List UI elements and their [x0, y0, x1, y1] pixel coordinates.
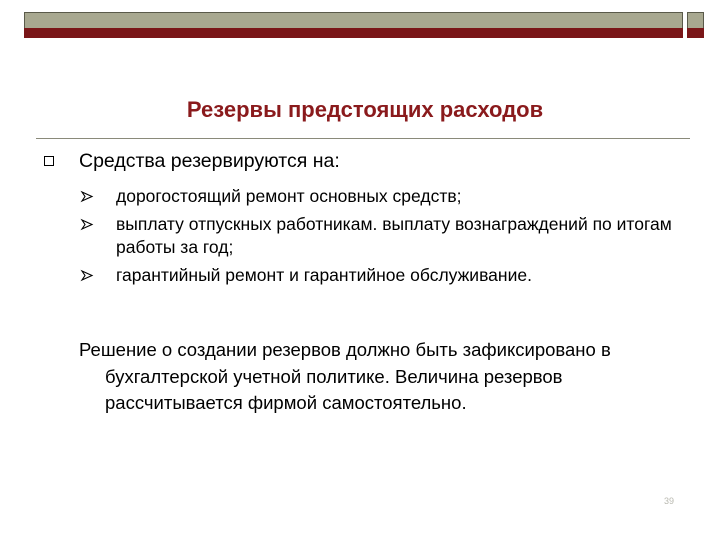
list-item	[80, 264, 680, 287]
main-bullet-text: Средства резервируются на:	[79, 150, 340, 172]
hollow-square-icon	[44, 156, 54, 166]
arrowhead-icon	[80, 185, 94, 208]
page-number: 39	[664, 496, 675, 506]
arrowhead-icon	[80, 264, 94, 287]
sub-bullet-list	[80, 185, 680, 292]
title-divider	[36, 138, 690, 139]
sub-bullet-text: дорогостоящий ремонт основных средств;	[116, 186, 462, 206]
list-item	[80, 185, 680, 208]
list-item	[80, 213, 680, 259]
sub-bullet-text: гарантийный ремонт и гарантийное обслуживание.	[116, 265, 532, 285]
sub-bullet-text: выплату отпускных работникам. выплату вознаграждений по итогам работы за год;	[116, 214, 672, 257]
header-decor-stripe	[24, 28, 683, 38]
header-decor-bar	[24, 12, 683, 29]
slide-title: Резервы предстоящих расходов	[186, 97, 544, 122]
arrowhead-icon	[80, 213, 94, 236]
header-decor-square	[687, 12, 704, 29]
header-decor-square-stripe	[687, 28, 704, 38]
note-paragraph: Решение о создании резервов должно быть зафиксировано в бухгалтерской учетной политике. Величина резервов рассчитывается фирмой самостоятельно.	[79, 339, 611, 413]
